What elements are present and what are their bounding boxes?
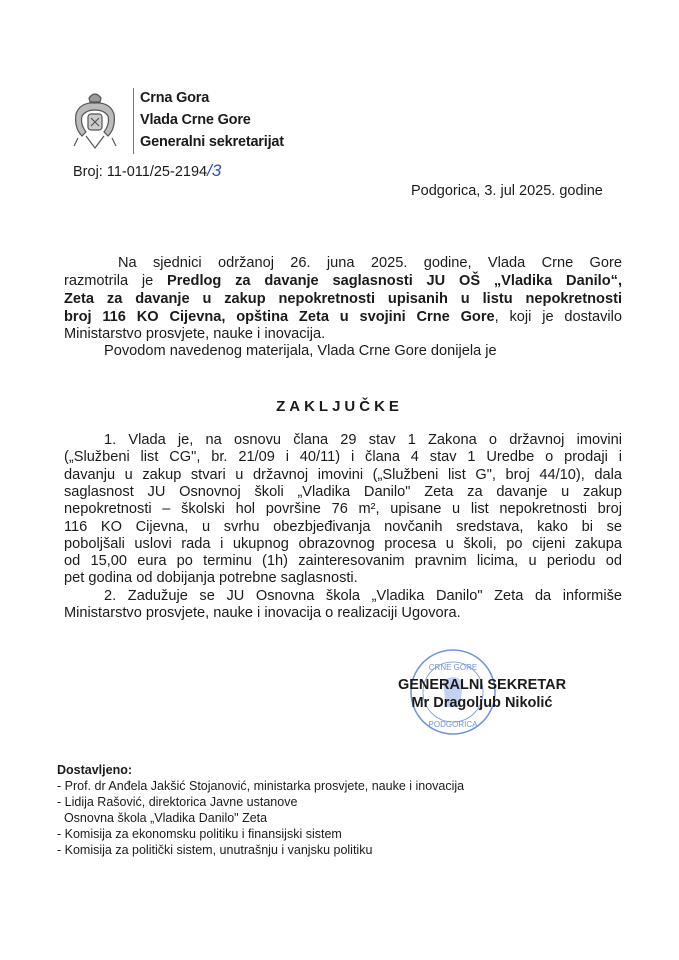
intro-text: Zeta za davanje u zakup nepokretnosti upisanih u listu nepokretnosti — [64, 291, 622, 307]
intro-text: Ministarstvo prosvjete, nauke i inovacija. — [64, 326, 326, 342]
place-date: Podgorica, 3. jul 2025. godine — [411, 183, 603, 199]
header-country: Crna Gora — [140, 90, 210, 106]
signatory-name: Mr Dragoljub Nikolić — [411, 695, 553, 711]
header-government: Vlada Crne Gore — [140, 112, 251, 128]
intro-line — [118, 255, 622, 272]
intro-line — [64, 309, 622, 326]
conclusion-line: 1. Vlada je, na osnovu člana 29 stav 1 Zakona o državnoj imovini — [104, 432, 622, 448]
intro-text: razmotrila je — [64, 273, 167, 289]
distribution-item: - Komisija za ekonomsku politiku i finansijski sistem — [57, 827, 342, 841]
intro-line — [104, 343, 662, 360]
conclusion-line: poboljšali uslovi rada i ukupnog obrazovnog procesa u školi, po cijeni zakupa — [64, 535, 622, 552]
conclusion-line: pet godina od dobijanja potrebne saglasnosti. — [64, 570, 358, 587]
conclusion-line: („Službeni list CG", br. 21/09 i 40/11) i člana 4 stav 1 Uredbe o prodaji i — [64, 449, 622, 466]
distribution-item: - Lidija Rašović, direktorica Javne ustanove — [57, 795, 298, 809]
conclusion-line: 116 KO Cijevna, u svrhu obezbjeđivanja novčanih sredstava, kako bi se — [64, 518, 622, 535]
conclusion-line: davanju u zakup stvari u državnoj imovini („Službeni list G", broj 44/10), dala — [64, 466, 622, 483]
intro-text: , koji je dostavilo — [494, 309, 622, 325]
signatory-title: GENERALNI SEKRETAR — [397, 677, 567, 693]
intro-line — [64, 326, 622, 343]
distribution-item: - Komisija za politički sistem, unutrašnju i vanjsku politiku — [57, 843, 373, 857]
intro-text: Povodom navedenog materijala, Vlada Crne Gore donijela je — [104, 343, 497, 359]
conclusion-line: saglasnost JU Osnovnoj školi „Vladika Danilo" Zeta za davanje u zakup — [64, 483, 622, 500]
distribution-label: Dostavljeno: — [57, 763, 133, 777]
intro-line — [64, 273, 622, 290]
intro-line — [64, 291, 622, 308]
intro-text: broj 116 KO Cijevna, opština Zeta u svojini Crne Gore — [64, 309, 495, 325]
conclusion-line: 2. Zadužuje se JU Osnovna škola „Vladika Danilo" Zeta da informiše — [104, 587, 622, 604]
reference-label: Broj: 11-011/25-2194 — [73, 164, 208, 180]
conclusion-line: Ministarstvo prosvjete, nauke i inovacija o realizaciji Ugovora. — [64, 605, 461, 621]
handwritten-number: /3 — [207, 161, 222, 180]
conclusion-line: od 15,00 eura po terminu (1h) zainteresovanim pravnim licima, u periodu od — [64, 553, 622, 570]
distribution-item: - Prof. dr Anđela Jakšić Stojanović, ministarka prosvjete, nauke i inovacija — [57, 779, 465, 793]
distribution-item: Osnovna škola „Vladika Danilo" Zeta — [57, 811, 268, 825]
stamp-bottom-text: PODGORICA — [428, 720, 478, 729]
intro-text: Predlog za davanje saglasnosti JU OŠ „Vladika Danilo“, — [167, 273, 622, 289]
coat-of-arms-icon — [72, 88, 118, 154]
conclusion-line: nepokretnosti – školski hol površine 76 m², upisane u list nepokretnosti broj — [64, 501, 622, 518]
intro-text: Na sjednici održanoj 26. juna 2025. godine, Vlada Crne Gore — [118, 255, 622, 271]
reference-number — [73, 161, 221, 181]
conclusions-title: ZAKLJUČKE — [276, 398, 403, 415]
stamp-top-text: CRNE GORE — [428, 663, 478, 672]
header-department: Generalni sekretarijat — [140, 134, 284, 150]
header-divider — [133, 88, 134, 154]
